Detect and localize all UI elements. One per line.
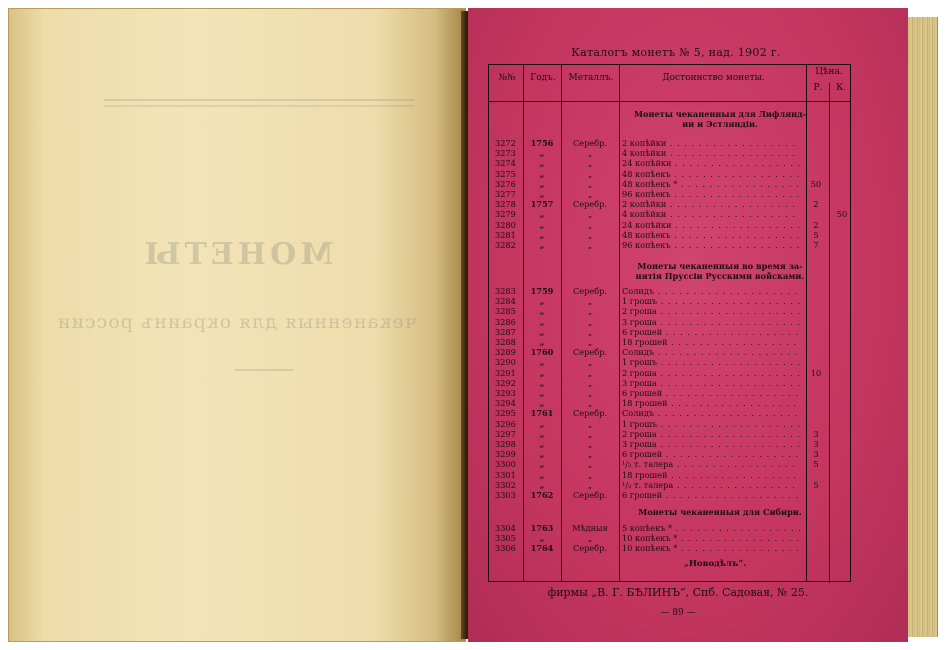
row-year: „ bbox=[539, 357, 545, 368]
col-header-kop: К. bbox=[836, 83, 846, 93]
row-denomination: 1 грошъ . . . bbox=[622, 419, 800, 429]
row-number: 3283 bbox=[495, 286, 516, 296]
row-metal: „ bbox=[587, 377, 593, 388]
table-row bbox=[489, 306, 850, 316]
row-metal: „ bbox=[587, 337, 593, 347]
firm-footer: фирмы „В. Г. БѢЛИНЪ“, Спб. Садовая, № 25. bbox=[547, 586, 809, 599]
row-metal: „ bbox=[587, 398, 593, 409]
table-row bbox=[489, 158, 850, 168]
row-denomination: Солидъ . . . bbox=[622, 347, 800, 357]
row-denomination: 6 грошей . . . bbox=[622, 327, 800, 337]
row-metal: „ bbox=[587, 418, 593, 429]
row-year: 1760 bbox=[530, 347, 554, 358]
table-row bbox=[489, 357, 850, 367]
row-year: „ bbox=[539, 428, 545, 439]
table-row bbox=[489, 368, 850, 378]
row-denomination: 4 копѣйки . . . bbox=[622, 209, 800, 219]
col-header-year: Годъ. bbox=[530, 73, 556, 83]
row-price-rub: 5 bbox=[813, 479, 819, 490]
table-row bbox=[489, 240, 850, 250]
row-year: „ bbox=[539, 367, 545, 378]
row-denomination: 18 грошей . . . bbox=[622, 470, 800, 480]
row-metal: „ bbox=[587, 357, 593, 368]
table-row bbox=[489, 480, 850, 490]
row-metal: „ bbox=[587, 306, 593, 317]
row-denomination: 2 копѣйки . . . bbox=[622, 199, 800, 209]
row-year: 1759 bbox=[530, 286, 554, 296]
row-denomination: 6 грошей . . . bbox=[622, 388, 800, 398]
row-year: 1757 bbox=[530, 199, 554, 210]
row-year: „ bbox=[539, 533, 545, 544]
row-number: 3285 bbox=[495, 306, 516, 317]
row-price-rub: 50 bbox=[810, 178, 822, 189]
table-row bbox=[489, 230, 850, 240]
row-number: 3286 bbox=[495, 316, 516, 327]
row-number: 3297 bbox=[495, 428, 516, 439]
row-denomination: 5 копѣекъ * . . . bbox=[622, 523, 800, 533]
row-metal: „ bbox=[587, 367, 593, 378]
row-denomination: 96 копѣекъ . . . bbox=[622, 240, 800, 250]
row-year: „ bbox=[539, 189, 545, 199]
table-row bbox=[489, 220, 850, 230]
row-number: 3293 bbox=[495, 388, 516, 398]
row-denomination: Солидъ . . . bbox=[622, 408, 800, 418]
row-metal: „ bbox=[587, 326, 593, 337]
row-denomination: 18 грошей . . . bbox=[622, 337, 800, 347]
row-metal: „ bbox=[587, 240, 593, 250]
row-metal: Серебр. bbox=[573, 408, 607, 419]
col-header-metal: Металлъ. bbox=[568, 73, 614, 83]
row-denomination: 1 грошъ . . . bbox=[622, 296, 800, 306]
row-denomination: Солидъ . . . bbox=[622, 286, 800, 296]
right-page bbox=[468, 8, 908, 642]
row-denomination: 6 грошей . . . bbox=[622, 490, 800, 500]
row-denomination: 24 копѣйки . . . bbox=[622, 220, 800, 230]
section-heading-livonia: Монеты чеканенныя для Лифлянд- ии и Эстляндіи. bbox=[633, 109, 807, 129]
row-number: 3276 bbox=[495, 178, 516, 189]
row-year: „ bbox=[539, 469, 545, 480]
novodel-note: „Новодѣлъ“. bbox=[684, 559, 747, 569]
left-page bbox=[8, 8, 466, 642]
row-denomination: 18 грошей . . . bbox=[622, 398, 800, 408]
row-year: „ bbox=[539, 326, 545, 337]
row-denomination: 3 гроша . . . bbox=[622, 317, 800, 327]
row-metal: „ bbox=[587, 469, 593, 480]
row-number: 3289 bbox=[495, 347, 516, 358]
row-number: 3301 bbox=[495, 469, 516, 480]
row-number: 3305 bbox=[495, 533, 516, 544]
row-number: 3292 bbox=[495, 377, 516, 388]
row-number: 3281 bbox=[495, 229, 516, 240]
row-metal: „ bbox=[587, 178, 593, 189]
row-number: 3299 bbox=[495, 449, 516, 460]
row-year: 1762 bbox=[530, 490, 554, 500]
row-number: 3282 bbox=[495, 240, 516, 250]
table-row bbox=[489, 543, 850, 553]
header-rule bbox=[489, 101, 850, 102]
row-metal: „ bbox=[587, 459, 593, 470]
row-denomination: 4 копѣйки . . . bbox=[622, 148, 800, 158]
section-heading-siberia: Монеты чеканенныя для Сибири. bbox=[638, 507, 802, 517]
row-year: „ bbox=[539, 240, 545, 250]
ghost-subtitle: чеканенныя для окраинъ россии bbox=[56, 311, 418, 333]
row-year: „ bbox=[539, 388, 545, 398]
row-number: 3280 bbox=[495, 219, 516, 230]
table-row bbox=[489, 408, 850, 418]
row-year: „ bbox=[539, 316, 545, 327]
col-header-no: №№ bbox=[498, 73, 516, 83]
row-price-rub: 5 bbox=[813, 229, 819, 240]
row-number: 3296 bbox=[495, 418, 516, 429]
row-year: 1764 bbox=[530, 543, 554, 554]
row-number: 3306 bbox=[495, 543, 516, 554]
row-denomination: 48 копѣекъ * . . . bbox=[622, 179, 800, 189]
row-metal: Серебр. bbox=[573, 138, 607, 148]
row-number: 3273 bbox=[495, 148, 516, 159]
row-metal: „ bbox=[587, 148, 593, 159]
table-row bbox=[489, 419, 850, 429]
row-number: 3294 bbox=[495, 398, 516, 409]
row-number: 3278 bbox=[495, 199, 516, 210]
row-price-rub: 7 bbox=[813, 240, 819, 250]
ghost-title: МОНЕТЫ bbox=[140, 237, 334, 272]
row-metal: „ bbox=[587, 209, 593, 220]
table-row bbox=[489, 189, 850, 199]
table-row bbox=[489, 148, 850, 158]
row-year: „ bbox=[539, 459, 545, 470]
row-number: 3272 bbox=[495, 138, 516, 148]
row-metal: „ bbox=[587, 479, 593, 490]
row-denomination: ¹/₃ т. талера . . . bbox=[622, 480, 800, 490]
row-year: „ bbox=[539, 377, 545, 388]
page-number: — 89 — bbox=[660, 608, 696, 618]
row-number: 3284 bbox=[495, 296, 516, 307]
row-metal: „ bbox=[587, 189, 593, 199]
row-year: „ bbox=[539, 479, 545, 490]
row-number: 3304 bbox=[495, 523, 516, 533]
row-year: „ bbox=[539, 158, 545, 169]
row-year: „ bbox=[539, 439, 545, 449]
row-number: 3275 bbox=[495, 168, 516, 179]
table-row bbox=[489, 199, 850, 209]
row-price-kop: 50 bbox=[836, 209, 848, 220]
row-number: 3277 bbox=[495, 189, 516, 199]
row-price-rub: 10 bbox=[810, 367, 822, 378]
row-metal: „ bbox=[587, 449, 593, 460]
table-row bbox=[489, 327, 850, 337]
table-row bbox=[489, 459, 850, 469]
row-year: 1756 bbox=[530, 138, 554, 148]
row-denomination: 48 копѣекъ . . . bbox=[622, 230, 800, 240]
row-metal: „ bbox=[587, 388, 593, 398]
table-row bbox=[489, 138, 850, 148]
row-year: „ bbox=[539, 168, 545, 179]
row-price-rub: 2 bbox=[813, 219, 819, 230]
table-row bbox=[489, 429, 850, 439]
row-denomination: 24 копѣйки . . . bbox=[622, 158, 800, 168]
table-row bbox=[489, 337, 850, 347]
row-metal: Серебр. bbox=[573, 199, 607, 210]
table-row bbox=[489, 347, 850, 357]
row-year: „ bbox=[539, 209, 545, 220]
ghost-rule bbox=[104, 99, 414, 107]
row-year: „ bbox=[539, 219, 545, 230]
row-metal: „ bbox=[587, 219, 593, 230]
ghost-ornament bbox=[234, 369, 294, 375]
catalog-table bbox=[488, 64, 851, 582]
col-header-price: Цѣна. bbox=[815, 67, 843, 77]
col-header-rub: Р. bbox=[813, 83, 823, 93]
table-row bbox=[489, 179, 850, 189]
row-number: 3287 bbox=[495, 326, 516, 337]
row-metal: Серебр. bbox=[573, 490, 607, 500]
row-metal: „ bbox=[587, 428, 593, 439]
table-row bbox=[489, 470, 850, 480]
row-denomination: 3 гроша . . . bbox=[622, 378, 800, 388]
table-row bbox=[489, 209, 850, 219]
row-metal: „ bbox=[587, 533, 593, 544]
table-row bbox=[489, 439, 850, 449]
row-denomination: 96 копѣекъ . . . bbox=[622, 189, 800, 199]
row-denomination: 48 копѣекъ . . . bbox=[622, 169, 800, 179]
row-number: 3303 bbox=[495, 490, 516, 500]
table-row bbox=[489, 449, 850, 459]
row-year: „ bbox=[539, 449, 545, 460]
row-number: 3300 bbox=[495, 459, 516, 470]
row-denomination: 2 копѣйки . . . bbox=[622, 138, 800, 148]
row-year: „ bbox=[539, 148, 545, 159]
row-year: „ bbox=[539, 418, 545, 429]
table-row bbox=[489, 286, 850, 296]
row-metal: „ bbox=[587, 168, 593, 179]
table-row bbox=[489, 523, 850, 533]
table-row bbox=[489, 388, 850, 398]
table-row bbox=[489, 490, 850, 500]
row-number: 3288 bbox=[495, 337, 516, 347]
row-year: 1761 bbox=[530, 408, 554, 419]
row-year: „ bbox=[539, 398, 545, 409]
table-row bbox=[489, 398, 850, 408]
row-metal: „ bbox=[587, 439, 593, 449]
table-row bbox=[489, 378, 850, 388]
row-number: 3291 bbox=[495, 367, 516, 378]
row-metal: „ bbox=[587, 158, 593, 169]
page-edges bbox=[908, 17, 938, 637]
row-year: 1763 bbox=[530, 523, 554, 533]
row-price-rub: 2 bbox=[813, 199, 819, 210]
col-header-denomination: Достоинство монеты. bbox=[662, 73, 765, 83]
row-number: 3298 bbox=[495, 439, 516, 449]
table-row bbox=[489, 296, 850, 306]
row-number: 3295 bbox=[495, 408, 516, 419]
catalog-header: Каталогъ монетъ № 5, над. 1902 г. bbox=[571, 46, 781, 59]
row-year: „ bbox=[539, 337, 545, 347]
row-number: 3274 bbox=[495, 158, 516, 169]
row-metal: „ bbox=[587, 229, 593, 240]
row-denomination: 6 грошей . . . bbox=[622, 449, 800, 459]
row-year: „ bbox=[539, 296, 545, 307]
row-number: 3279 bbox=[495, 209, 516, 220]
row-metal: Серебр. bbox=[573, 347, 607, 358]
row-denomination: ¹/₃ т. талера . . . bbox=[622, 459, 800, 469]
table-row bbox=[489, 533, 850, 543]
row-metal: „ bbox=[587, 316, 593, 327]
row-denomination: 2 гроша . . . bbox=[622, 429, 800, 439]
table-row bbox=[489, 317, 850, 327]
row-year: „ bbox=[539, 229, 545, 240]
row-year: „ bbox=[539, 306, 545, 317]
row-denomination: 2 гроша . . . bbox=[622, 368, 800, 378]
row-denomination: 10 копѣекъ * . . . bbox=[622, 533, 800, 543]
row-number: 3302 bbox=[495, 479, 516, 490]
row-denomination: 2 гроша . . . bbox=[622, 306, 800, 316]
row-denomination: 1 грошъ . . . bbox=[622, 357, 800, 367]
open-book bbox=[3, 3, 939, 645]
row-price-rub: 5 bbox=[813, 459, 819, 470]
row-metal: „ bbox=[587, 296, 593, 307]
row-number: 3290 bbox=[495, 357, 516, 368]
section-heading-prussia: Монеты чеканенныя во время за- нятія Пруссіи Русскими войсками. bbox=[635, 261, 805, 281]
row-denomination: 3 гроша . . . bbox=[622, 439, 800, 449]
row-metal: Серебр. bbox=[573, 543, 607, 554]
row-metal: Мѣдныя bbox=[572, 523, 608, 533]
row-price-rub: 3 bbox=[813, 428, 819, 439]
row-metal: Серебр. bbox=[573, 286, 607, 296]
row-price-rub: 3 bbox=[813, 449, 819, 460]
row-price-rub: 3 bbox=[813, 439, 819, 449]
row-denomination: 10 копѣекъ * . . . bbox=[622, 543, 800, 553]
table-row bbox=[489, 169, 850, 179]
row-year: „ bbox=[539, 178, 545, 189]
